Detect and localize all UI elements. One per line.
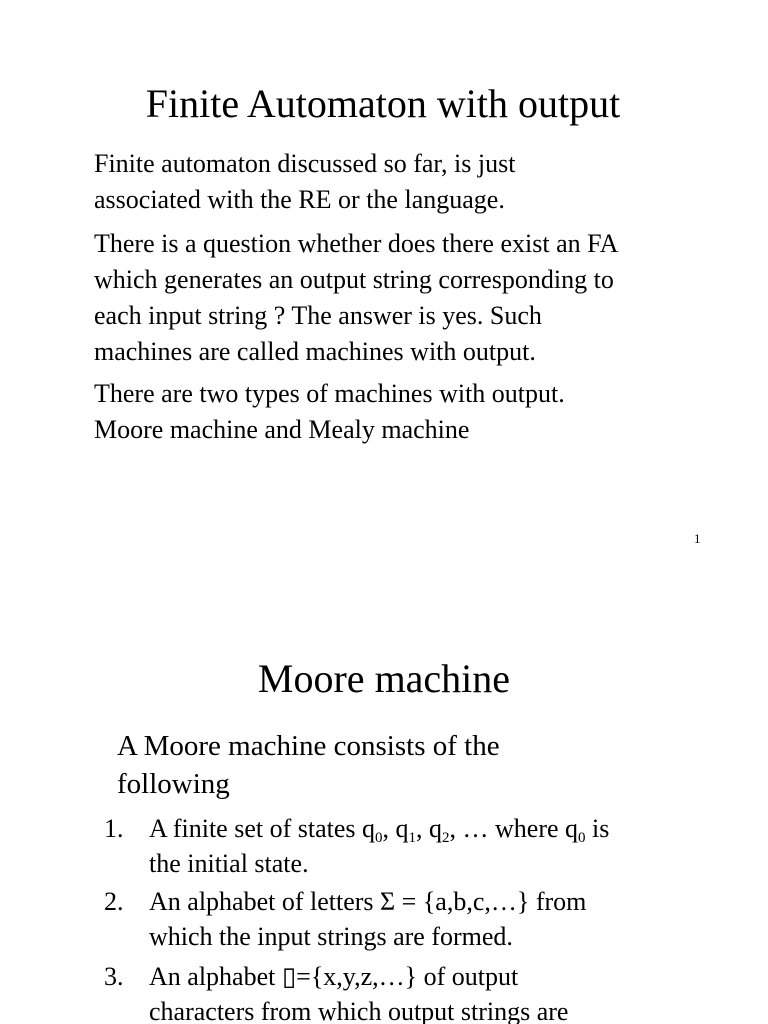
paragraph xyxy=(94,376,734,448)
list-number: 2. xyxy=(104,887,124,916)
text-line: Moore machine and Mealy machine xyxy=(94,415,470,444)
list-item-text xyxy=(149,884,586,954)
subscript: 0 xyxy=(375,830,383,846)
subscript: 0 xyxy=(578,830,586,846)
paragraph xyxy=(94,146,734,218)
list-number: 1. xyxy=(104,814,124,843)
text-run: is xyxy=(585,814,610,843)
text-line: Finite automaton discussed so far, is just xyxy=(94,149,516,178)
text-line: which generates an output string corresponding to xyxy=(94,265,614,294)
slide-title: Moore machine xyxy=(257,656,511,701)
text-line: characters from which output strings are xyxy=(149,997,569,1024)
text-line: which the input strings are formed. xyxy=(149,922,513,951)
text-run: A finite set of states q xyxy=(149,814,376,843)
text-line: the initial state. xyxy=(149,849,309,878)
subscript: 2 xyxy=(442,830,450,846)
text-line: each input string ? The answer is yes. Such xyxy=(94,301,542,330)
text-line: following xyxy=(117,768,230,800)
slide-moore-machine xyxy=(0,600,768,1024)
list-number: 3. xyxy=(104,962,124,991)
list-item-text xyxy=(149,959,568,1024)
text-line xyxy=(149,811,609,846)
text-line: There are two types of machines with output. xyxy=(94,379,565,408)
text-line: machines are called machines with output. xyxy=(94,337,536,366)
list-item-text xyxy=(149,811,609,881)
page-number: 1 xyxy=(694,531,701,546)
text-line: An alphabet ▯={x,y,z,…} of output xyxy=(149,962,519,991)
paragraph xyxy=(94,226,734,370)
text-line: associated with the RE or the language. xyxy=(94,185,505,214)
text-line: A Moore machine consists of the xyxy=(117,730,500,762)
text-run: , q xyxy=(382,814,409,843)
text-line: An alphabet of letters Σ = {a,b,c,…} from xyxy=(149,887,587,916)
text-run: , … where q xyxy=(449,814,579,843)
text-run: , q xyxy=(416,814,443,843)
subscript: 1 xyxy=(408,830,417,846)
slide-title: Finite Automaton with output xyxy=(145,81,621,126)
intro-text xyxy=(117,727,500,803)
text-line: There is a question whether does there exist an FA xyxy=(94,229,619,258)
